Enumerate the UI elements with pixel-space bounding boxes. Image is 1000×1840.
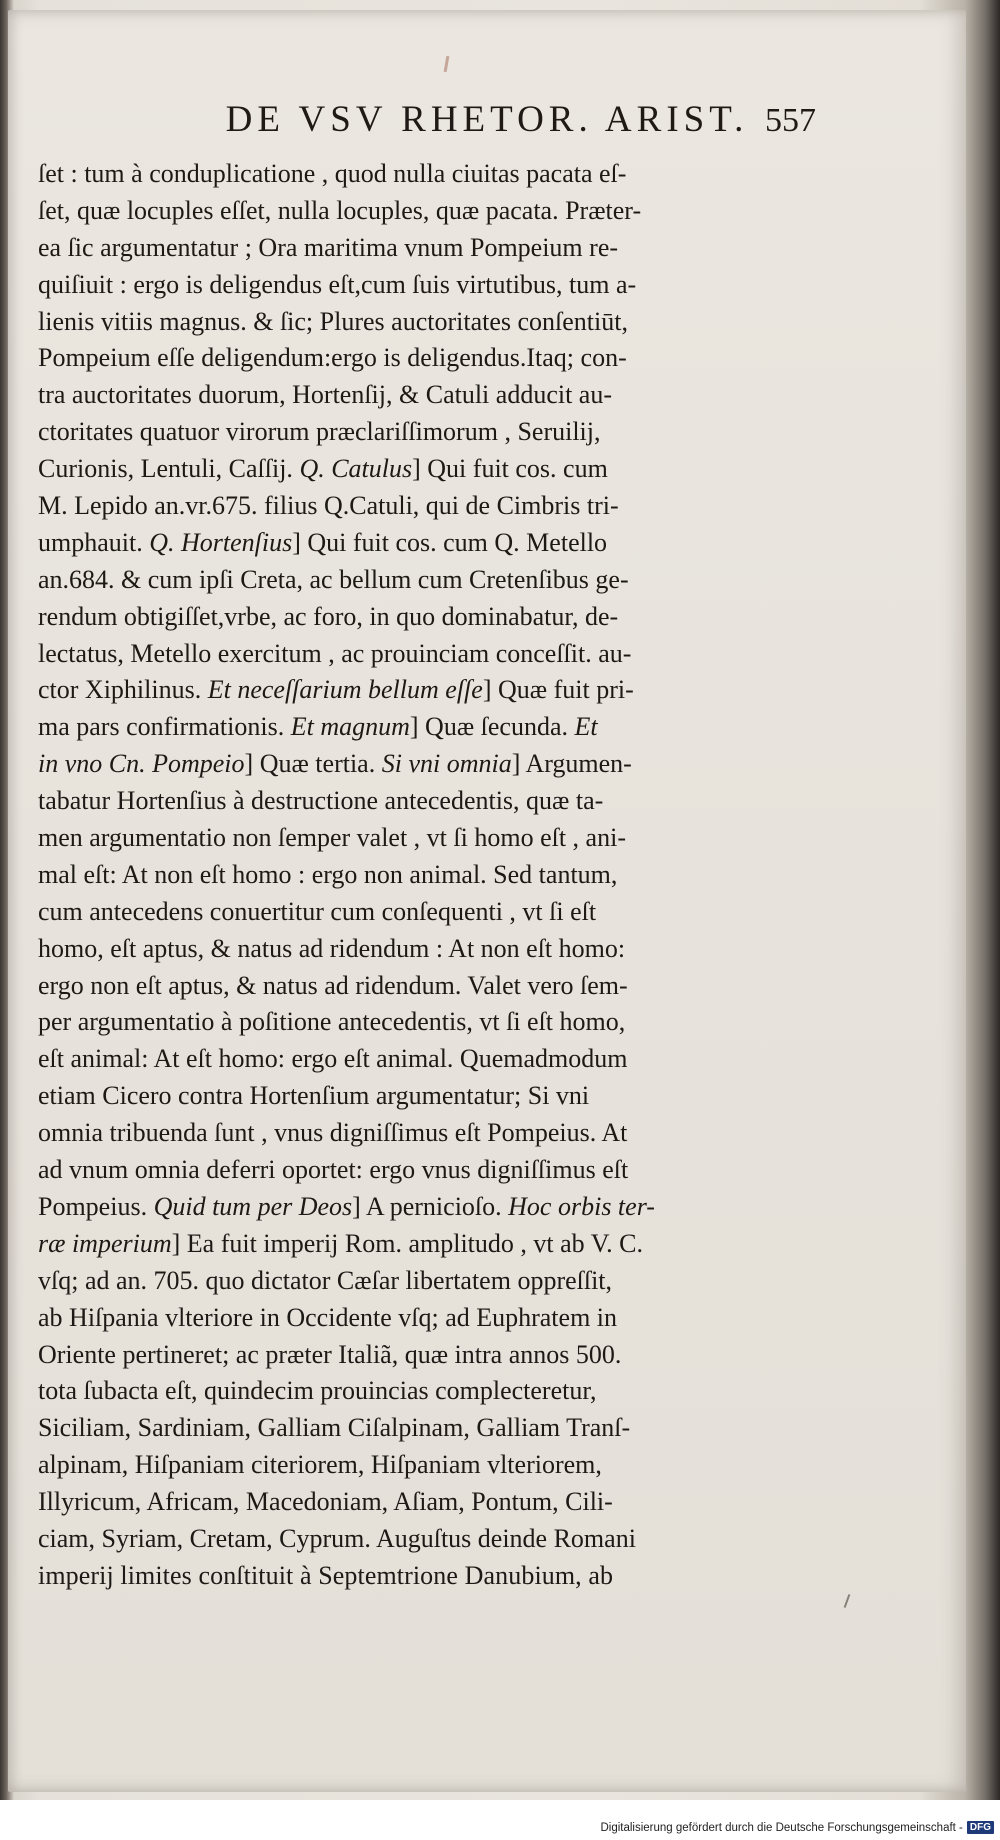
text-segment: an.684. & cum ipſi Creta, ac bellum cum Cretenſibus ge- [38,564,629,594]
page-number: 557 [765,102,816,139]
text-line [38,599,813,636]
italic-lemma: Si vni omnia [381,749,512,779]
text-line [38,968,813,1005]
italic-lemma: Et [574,712,598,742]
text-segment: tota ſubacta eſt, quindecim prouincias complecteretur, [38,1376,597,1406]
body-text [38,156,813,1595]
text-line [38,1300,813,1337]
text-segment: ea ſic argumentatur ; Ora maritima vnum Pompeium re- [38,232,619,262]
text-line [38,783,813,820]
text-segment: lienis vitiis magnus. & ſic; Plures auctoritates conſentiūt, [38,306,628,336]
text-segment: ctor Xiphilinus. [38,675,208,705]
text-segment: ab Hiſpania vlteriore in Occidente vſq; ad Euphratem in [38,1302,618,1332]
credit-text: Digitalisierung gefördert durch die Deutsche Forschungsgemeinschaft - [600,1821,963,1834]
text-segment: umphauit. [38,527,150,557]
book-page [8,10,966,1792]
text-line [38,230,813,267]
text-line [38,377,813,414]
italic-lemma: Quid tum per Deos [153,1191,353,1221]
text-line [38,1447,813,1484]
text-segment: ] A pernicioſo. [352,1191,509,1221]
text-line [38,525,813,562]
text-segment: Pompeius. [38,1191,154,1221]
text-line [38,1115,813,1152]
text-segment: men argumentatio non ſemper valet , vt ſi homo eſt , ani- [38,823,626,853]
running-title: DE VSV RHETOR. ARIST. [225,99,749,140]
text-line [38,414,813,451]
text-line [38,1152,813,1189]
text-segment: ] Quæ tertia. [244,749,382,779]
page-header [8,98,966,141]
text-segment: Curionis, Lentuli, Caſſij. [38,454,300,484]
digitization-credit [600,1821,994,1834]
text-segment: ctoritates quatuor virorum præclariſſimorum , Seruilij, [38,417,601,447]
ink-mark [844,1594,851,1608]
text-segment: ad vnum omnia deferri oportet: ergo vnus digniſſimus eſt [38,1155,629,1185]
italic-lemma: Et magnum [290,712,410,742]
text-line [38,1373,813,1410]
text-segment: quiſiuit : ergo is deligendus eſt,cum ſuis virtutibus, tum a- [38,269,637,299]
text-line [38,1558,813,1595]
text-line [38,636,813,673]
text-segment: vſq; ad an. 705. quo dictator Cæſar libertatem oppreſſit, [38,1265,613,1295]
text-line [38,267,813,304]
ink-mark [444,56,450,72]
text-line [38,304,813,341]
text-segment: tabatur Hortenſius à destructione antecedentis, quæ ta- [38,786,604,816]
text-segment: M. Lepido an.vr.675. filius Q.Catuli, qui de Cimbris tri- [38,491,619,521]
text-line [38,1337,813,1374]
text-segment: tra auctoritates duorum, Hortenſij, & Catuli adducit au- [38,380,613,410]
text-line [38,451,813,488]
text-line [38,857,813,894]
italic-lemma: in vno Cn. Pompeio [38,749,245,779]
text-segment: ] Quæ ſecunda. [409,712,575,742]
text-segment: Siciliam, Sardiniam, Galliam Ciſalpinam, Galliam Tranſ- [38,1413,631,1443]
text-segment: ] Qui fuit cos. cum Q. Metello [292,527,608,557]
text-line [38,488,813,525]
text-line [38,1263,813,1300]
text-line [38,340,813,377]
text-segment: rendum obtigiſſet,vrbe, ac foro, in quo dominabatur, de- [38,601,619,631]
text-segment: alpinam, Hiſpaniam citeriorem, Hiſpaniam vlteriorem, [38,1450,602,1480]
text-segment: ma pars confirmationis. [38,712,291,742]
text-segment: ſet, quæ locuples eſſet, nulla locuples, quæ pacata. Præter- [38,195,642,225]
text-segment: cum antecedens conuertitur cum conſequenti , vt ſi eſt [38,896,597,926]
text-segment: ] Quæ fuit pri- [482,675,634,705]
italic-lemma: Q. Catulus [299,454,413,484]
text-line [38,1410,813,1447]
text-line [38,1078,813,1115]
text-segment: ciam, Syriam, Cretam, Cyprum. Auguſtus deinde Romani [38,1523,636,1553]
italic-lemma: Et neceſſarium bellum eſſe [207,675,483,705]
text-segment: Pompeium eſſe deligendum:ergo is deligendus.Itaq; con- [38,343,627,373]
italic-lemma: Hoc orbis ter- [508,1191,655,1221]
text-segment: mal eſt: At non eſt homo : ergo non animal. Sed tantum, [38,859,618,889]
text-line [38,1189,813,1226]
text-line [38,709,813,746]
text-segment: ] Ea fuit imperij Rom. amplitudo , vt ab V. C. [171,1228,643,1258]
text-line [38,931,813,968]
text-segment: ergo non eſt aptus, & natus ad ridendum. Valet vero ſem- [38,970,628,1000]
text-line [38,1041,813,1078]
text-segment: omnia tribuenda ſunt , vnus digniſſimus eſt Pompeius. At [38,1118,628,1148]
text-line [38,156,813,193]
text-line [38,1226,813,1263]
text-line [38,193,813,230]
text-line [38,894,813,931]
text-segment: ] Qui fuit cos. cum [412,454,608,484]
text-segment: ſet : tum à conduplicatione , quod nulla ciuitas pacata eſ- [38,159,627,188]
dfg-logo: DFG [967,1821,994,1834]
italic-lemma: ræ imperium [38,1228,172,1258]
text-segment: imperij limites conſtituit à Septemtrione Danubium, ab [38,1560,614,1590]
text-line [38,746,813,783]
text-segment: ] Argumen- [511,749,632,779]
text-segment: etiam Cicero contra Hortenſium argumentatur; Si vni [38,1081,590,1111]
text-line [38,1484,813,1521]
text-line [38,820,813,857]
text-segment: Illyricum, Africam, Macedoniam, Aſiam, Pontum, Cili- [38,1487,613,1517]
text-line [38,1521,813,1558]
text-line [38,672,813,709]
text-segment: Oriente pertineret; ac præter Italiã, quæ intra annos 500. [38,1339,622,1369]
text-segment: eſt animal: At eſt homo: ergo eſt animal. Quemadmodum [38,1044,628,1074]
italic-lemma: Q. Hortenſius [149,527,293,557]
text-segment: homo, eſt aptus, & natus ad ridendum : At non eſt homo: [38,933,626,963]
text-segment: per argumentatio à poſitione antecedentis, vt ſi eſt homo, [38,1007,626,1037]
text-line [38,1004,813,1041]
text-line [38,562,813,599]
text-segment: lectatus, Metello exercitum , ac prouinciam conceſſit. au- [38,638,632,668]
